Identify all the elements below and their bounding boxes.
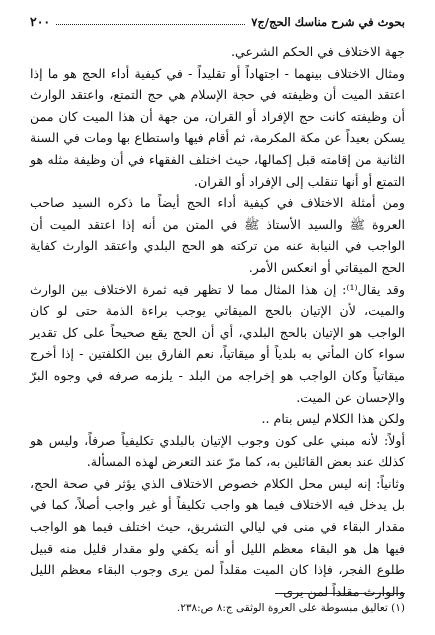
- footnote: (١) تعاليق مبسوطة على العروة الوثقى ج:٨ ص:٢٣٨.: [176, 602, 405, 614]
- body-text: [30, 41, 405, 602]
- paragraph-4: وقد يقال⁽¹⁾: إن هذا المثال مما لا تظهر فيه ثمرة الاختلاف بين الوارث والميت، لأن الإتيان بالحج الميقاتي يوجب براءة الذمة حتى لو كان الواجب هو الإتيان بالحج البلدي، أي أن الحج يقع صحيحاً على كل تقدير سواء كان المأتي به بلدياً أو ميقاتياً، نعم الفارق بين الكلفتين - إذا أخرج ميقاتياً وكان الواجب هو إخراجه من البلد - يلزمه صرفه في وجوه البرّ والإحسان عن الميت.: [30, 281, 406, 405]
- running-title: بحوث في شرح مناسك الحج/ج٧: [251, 15, 405, 29]
- paragraph-5: ولكن هذا الكلام ليس بتام ..: [261, 411, 405, 427]
- paragraph-7: وثانياً: إنه ليس محل الكلام خصوص الاختلاف الذي يؤثر في صحة الحج، بل يدخل فيه الاختلاف فيما هو واجب تكليفاً أو غير واجب أصلاً، كما في مقدار البقاء في منى في ليالي التشريق، حيث اختلف فيما هو الواجب فيها هل هو البقاء معظم الليل أو أنه يكفي ولو مقدار قليل منه قبيل طلوع الفجر، فإذا كان الميت مقلداً لمن يرى وجوب البقاء معظم الليل والوارث مقلداً لمن يرى: [30, 475, 405, 599]
- paragraph-2: ومثال الاختلاف بينهما - اجتهاداً أو تقليداً - في كيفية أداء الحج هو ما إذا اعتقد الميت أن وظيفته في حجة الإسلام هي حج التمتع، واعتقد الوارث أن وظيفته كانت حج الإفراد أو القران، من جهة أن هذا الميت كان ممن يسكن بعيداً عن مكة المكرمة، ثم أقام فيها واستطاع بها ومات في السنة الثانية من إقامته قبل إكمالها، حيث اختلف الفقهاء في أن وظيفة مثله هو التمتع أو أنها تنقلب إلى الإفراد أو القران.: [30, 65, 405, 189]
- dotted-leader: [56, 23, 245, 25]
- paragraph-3: ومن أمثلة الاختلاف في كيفية أداء الحج أيضاً ما ذكره السيد صاحب العروة ﷺ والسيد الأستاذ ﷺ في المتن من أنه إذا اعتقد الميت أن الواجب في النيابة عنه من تركته هو الحج البلدي واعتقد الوارث كفاية الحج الميقاتي أو انعكس الأمر.: [30, 195, 405, 275]
- book-page: [30, 14, 405, 624]
- paragraph-6: أولاً: لأنه مبني على كون وجوب الإتيان بالبلدي تكليفياً صرفاً، وليس هو كذلك عند بعض القائلين به، كما مرّ عند التعرض لهذه المسألة.: [30, 432, 405, 470]
- footnote-divider: [275, 593, 405, 594]
- paragraph-1: جهة الاختلاف في الحكم الشرعي.: [230, 44, 405, 59]
- running-header: [30, 14, 405, 35]
- page-number: ٢٠٠: [30, 14, 51, 29]
